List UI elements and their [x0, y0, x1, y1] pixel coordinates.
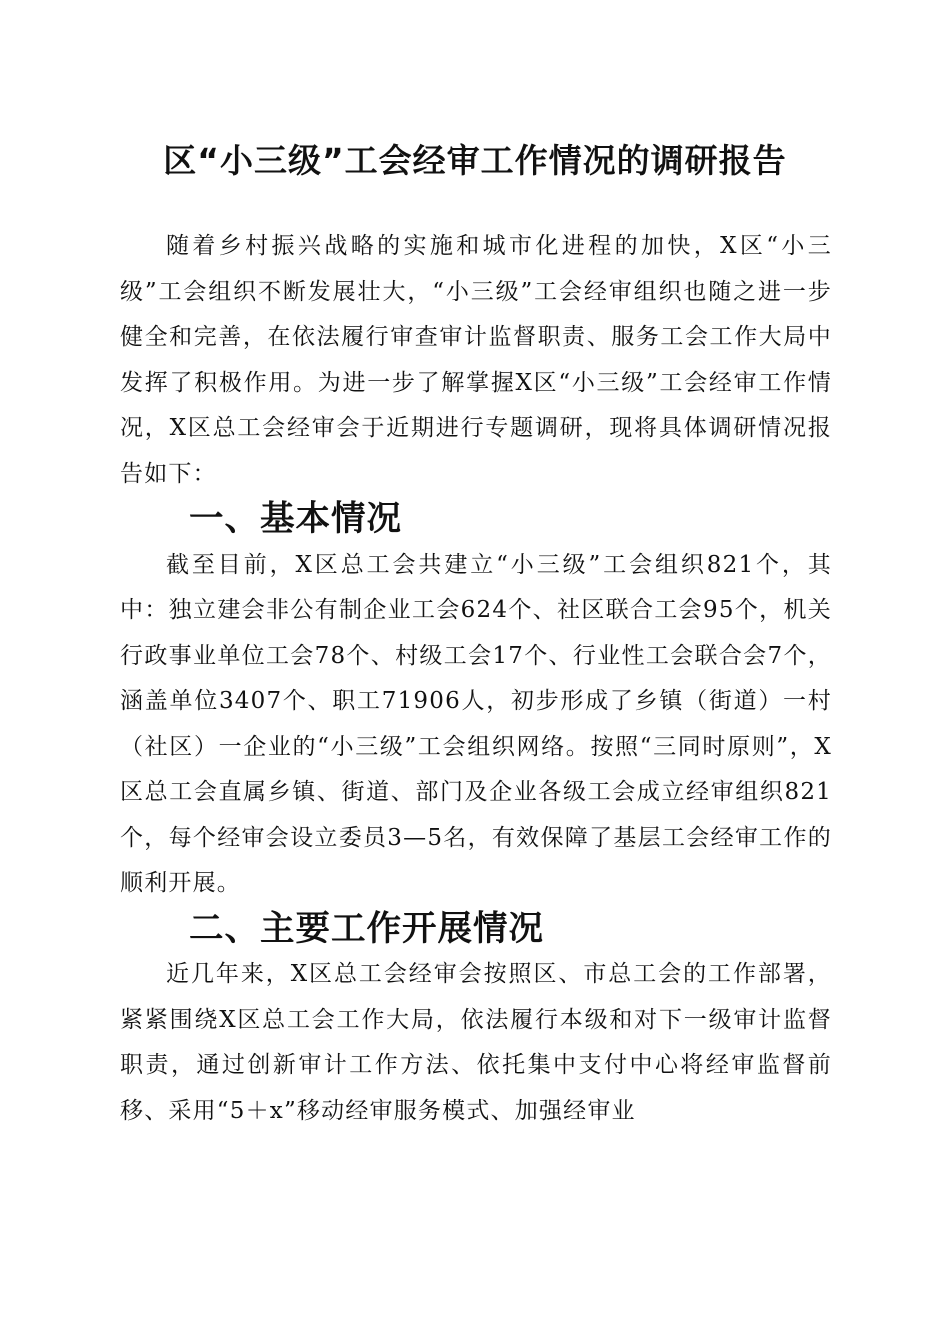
document-body — [120, 224, 832, 1134]
section-paragraph-main-work: 近几年来，X区总工会经审会按照区、市总工会的工作部署，紧紧围绕X区总工会工作大局，依法履行本级和对下一级审计监督职责，通过创新审计工作方法、依托集中支付中心将经审监督前移、采用“5＋x”移动经审服务模式、加强经审业 — [120, 961, 832, 1124]
section-heading-main-work: 二、主要工作开展情况 — [189, 908, 544, 949]
section-paragraph-basic-situation: 截至目前，X区总工会共建立“小三级”工会组织821个，其中：独立建会非公有制企业工会624个、社区联合工会95个，机关行政事业单位工会78个、村级工会17个、行业性工会联合会7个，涵盖单位3407个、职工71906人，初步形成了乡镇（街道）一村（社区）一企业的“小三级”工会组织网络。按照“三同时原则”，X区总工会直属乡镇、街道、部门及企业各级工会成立经审组织821个，每个经审会设立委员3—5名，有效保障了基层工会经审工作的顺利开展。 — [120, 551, 832, 896]
document-title: 区“小三级”工会经审工作情况的调研报告 — [163, 141, 787, 180]
intro-paragraph: 随着乡村振兴战略的实施和城市化进程的加快，X区“小三级”工会组织不断发展壮大，“小三级”工会经审组织也随之进一步健全和完善，在依法履行审查审计监督职责、服务工会工作大局中发挥了积极作用。为进一步了解掌握X区“小三级”工会经审工作情况，X区总工会经审会于近期进行专题调研，现将具体调研情况报告如下： — [120, 233, 832, 487]
section-heading-basic-situation: 一、基本情况 — [189, 499, 402, 539]
